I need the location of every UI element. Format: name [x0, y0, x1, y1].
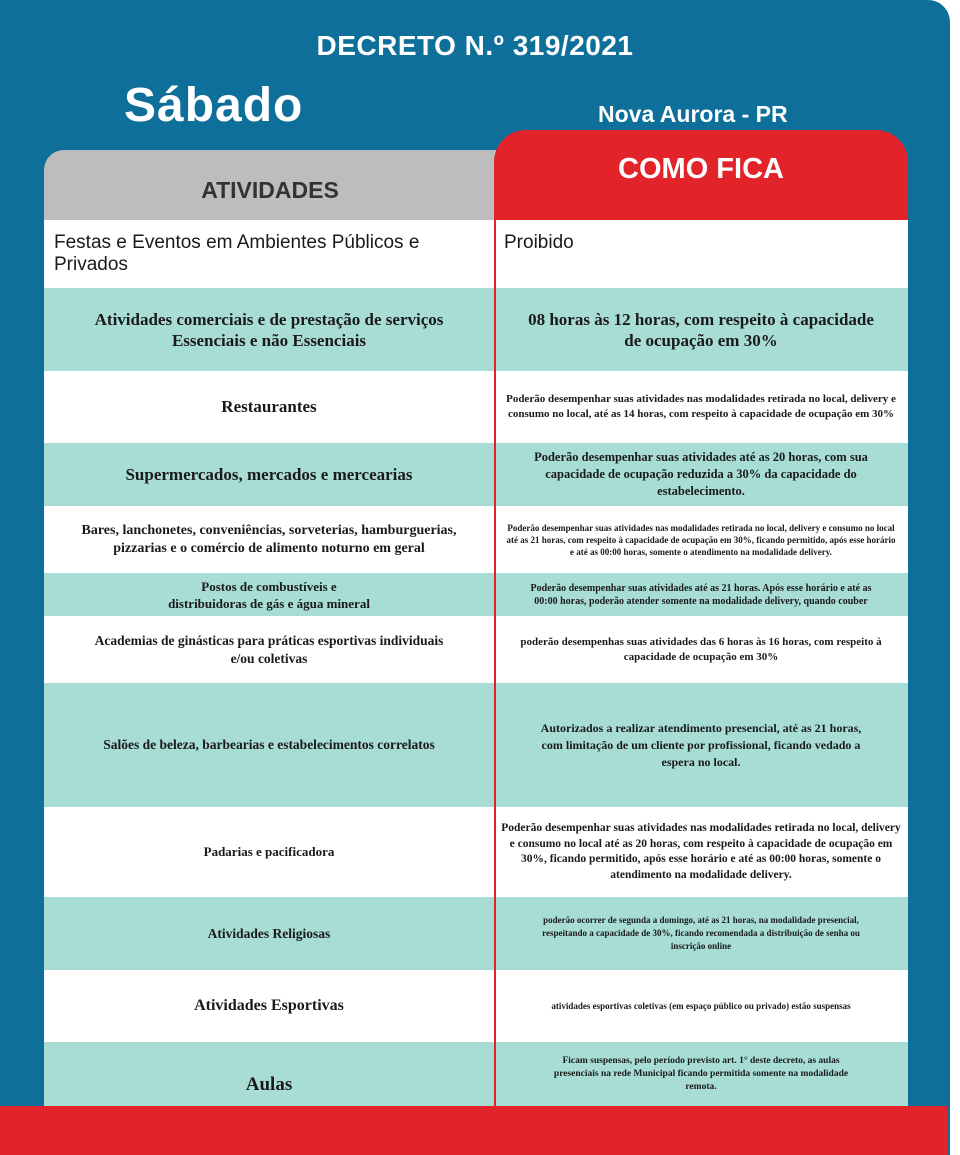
- rule-column-header: COMO FICA: [494, 130, 908, 220]
- rule-cell: atividades esportivas coletivas (em espaço público ou privado) estão suspensas: [551, 1001, 851, 1011]
- column-divider: [494, 220, 496, 1106]
- table-row: [44, 807, 908, 897]
- footer-bar: [0, 1106, 948, 1155]
- table-row: [44, 288, 908, 371]
- rule-cell: poderão desempenhas suas atividades das 6 horas às 16 horas, com respeito à capacidade de ocupação em 30%: [520, 635, 882, 663]
- activity-cell: Padarias e pacificadora: [203, 844, 335, 859]
- table-row: [44, 970, 908, 1042]
- table-row: [44, 897, 908, 970]
- rule-cell: poderão ocorrer de segunda a domingo, até as 21 horas, na modalidade presencial, respeitando a capacidade de 30%, ficando recomendada a distribuição de senha ou inscrição online: [542, 915, 860, 951]
- day-heading: Sábado: [124, 79, 304, 132]
- activity-cell: Salões de beleza, barbearias e estabelecimentos correlatos: [103, 737, 435, 752]
- city-label: Nova Aurora - PR: [598, 101, 788, 127]
- activity-cell: Restaurantes: [221, 397, 317, 416]
- activity-cell: Atividades Religiosas: [207, 925, 331, 941]
- rule-cell: Poderão desempenhar suas atividades até as 20 horas, com sua capacidade de ocupação reduzida a 30% da capacidade do estabelecimento.: [534, 450, 868, 498]
- activity-cell: Atividades Esportivas: [194, 997, 344, 1014]
- table-row: [44, 220, 908, 288]
- activities-column-header: ATIVIDADES: [44, 150, 496, 220]
- decree-title: DECRETO N.º 319/2021: [316, 30, 634, 61]
- activity-cell: Academias de ginásticas para práticas esportivas individuais e/ou coletivas: [94, 632, 444, 666]
- table-row: [44, 506, 908, 573]
- rule-cell: Ficam suspensas, pelo período previsto art. 1° deste decreto, as aulas presenciais na rede Municipal ficando permitida somente na modalidade remota.: [553, 1055, 849, 1092]
- activity-cell: Postos de combustíveis e distribuidoras de gás e água mineral: [168, 578, 370, 611]
- table-row: [44, 443, 908, 506]
- rule-cell: Poderão desempenhar suas atividades nas modalidades retirada no local, delivery e consumo no local até as 21 horas, com respeito à capacidade de ocupação em 30%, ficando permitido, após esse horário e até as 00:00 horas, somente o atendimento na modalidade delivery.: [506, 522, 896, 557]
- rule-cell: Poderão desempenhar suas atividades até as 21 horas. Após esse horário e até as 00:00 horas, poderão atender somente na modalidade delivery, quando couber: [530, 582, 872, 607]
- rule-cell: Poderão desempenhar suas atividades nas modalidades retirada no local, delivery e consumo no local, até as 14 horas, com respeito à capacidade de ocupação em 30%: [506, 393, 896, 420]
- rule-cell: Proibido: [504, 232, 574, 253]
- activity-cell: Bares, lanchonetes, conveniências, sorveterias, hamburguerias, pizzarias e o comércio de alimento noturno em geral: [81, 522, 457, 556]
- table-row: [44, 371, 908, 443]
- table-row: [44, 683, 908, 807]
- rule-cell: 08 horas às 12 horas, com respeito à capacidade de ocupação em 30%: [528, 309, 874, 350]
- activity-cell: Aulas: [245, 1074, 293, 1095]
- table-row: [44, 573, 908, 616]
- rules-table: [44, 220, 908, 1106]
- table-row: [44, 616, 908, 683]
- activity-cell: Atividades comerciais e de prestação de serviços Essenciais e não Essenciais: [94, 309, 444, 350]
- rule-cell: Poderão desempenhar suas atividades nas modalidades retirada no local, delivery e consumo no local até as 20 horas, com respeito à capacidade de ocupação em 30%, ficando permitido, após esse horário e até as 00:00 horas, somente o atendimento na modalidade delivery.: [501, 822, 901, 881]
- rule-cell: Autorizados a realizar atendimento presencial, até as 21 horas, com limitação de um cliente por profissional, ficando vedado a espera no local.: [540, 720, 862, 769]
- activity-cell: Supermercados, mercados e mercearias: [125, 464, 413, 484]
- table-row: [44, 1042, 908, 1106]
- activity-cell: Festas e Eventos em Ambientes Públicos e Privados: [54, 232, 420, 275]
